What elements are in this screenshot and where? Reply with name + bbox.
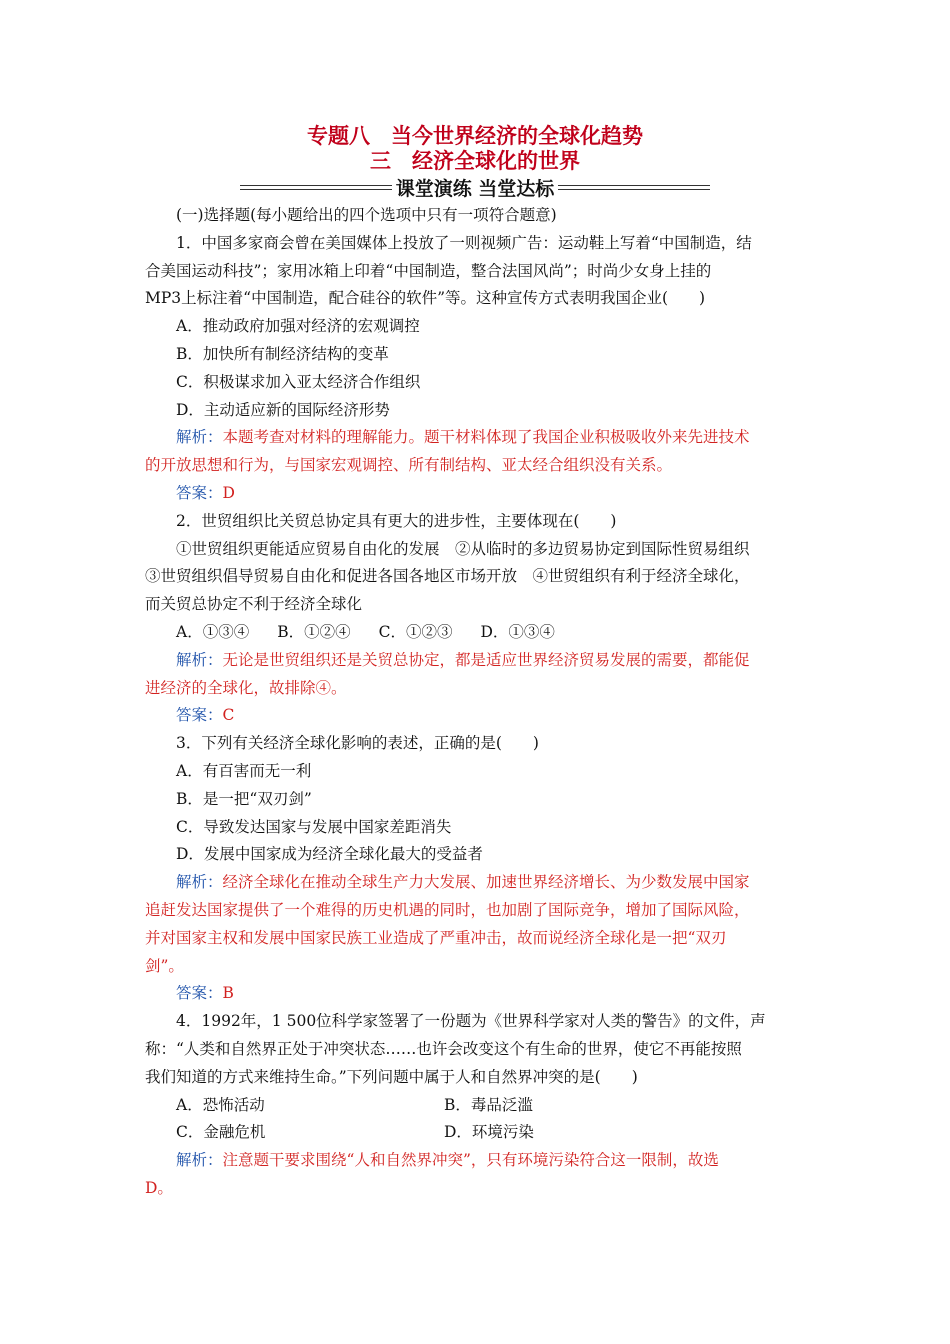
q4-explanation-cont: D。 (145, 1178, 173, 1197)
answer-value: B (222, 984, 234, 1003)
explanation-label: 解析： (176, 873, 223, 892)
q2-stem-line: 2．世贸组织比关贸总协定具有更大的进步性，主要体现在( ) (176, 511, 617, 530)
q2-stem-line: ①世贸组织更能适应贸易自由化的发展 ②从临时的多边贸易协定到国际性贸易组织 (176, 539, 750, 558)
q1-answer (145, 480, 810, 508)
q1-option-d: D．主动适应新的国际经济形势 (176, 400, 390, 419)
banner-rule-right (558, 185, 710, 190)
q1-stem-line: 1．中国多家商会曾在美国媒体上投放了一则视频广告：运动鞋上写着“中国制造，结 (176, 233, 752, 252)
q1-stem-line: 合美国运动科技”；家用冰箱上印着“中国制造，整合法国风尚”；时尚少女身上挂的 (145, 261, 712, 280)
q1-stem-line: MP3上标注着“中国制造，配合硅谷的软件”等。这种宣传方式表明我国企业( ) (145, 289, 706, 308)
q4-stem-line: 4．1992年，1 500位科学家签署了一份题为《世界科学家对人类的警告》的文件，声 (176, 1012, 766, 1031)
q3-option-b: B．是一把“双刃剑” (176, 789, 312, 808)
q4-option-a: A．恐怖活动 (176, 1095, 265, 1114)
q4-option-b: B．毒品泛滥 (444, 1095, 533, 1114)
document-subtitle: 三 经济全球化的世界 (370, 149, 580, 173)
q4-option-c: C．金融危机 (176, 1123, 266, 1142)
q3-explanation-cont: 并对国家主权和发展中国家民族工业造成了严重冲击，故而说经济全球化是一把“双刃 (145, 928, 727, 947)
section-heading: (一)选择题(每小题给出的四个选项中只有一项符合题意) (176, 206, 557, 224)
answer-value: C (222, 706, 235, 725)
q4-option-d: D．环境污染 (444, 1123, 534, 1142)
explanation-label: 解析： (176, 650, 223, 669)
banner-rule-left (240, 185, 392, 190)
q1-explanation: 解析：本题考查对材料的理解能力。题干材料体现了我国企业积极吸收外来先进技术 (176, 428, 750, 447)
q2-options (145, 619, 810, 647)
q3-explanation: 解析：经济全球化在推动全球生产力大发展、加速世界经济增长、为少数发展中国家 (176, 873, 750, 892)
answer-label: 答案： (176, 984, 223, 1003)
explanation-label: 解析： (176, 1151, 223, 1170)
q2-stem-line: 而关贸总协定不利于经济全球化 (145, 595, 363, 614)
banner-text: 课堂演练 当堂达标 (395, 177, 555, 200)
q3-explanation-cont: 追赶发达国家提供了一个难得的历史机遇的同时，也加剧了国际竞争，增加了国际风险， (145, 900, 750, 919)
q3-option-d: D．发展中国家成为经济全球化最大的受益者 (176, 845, 483, 864)
q1-option-a: A．推动政府加强对经济的宏观调控 (176, 317, 420, 336)
q2-answer (145, 702, 810, 730)
answer-label: 答案： (176, 706, 223, 725)
q2-explanation-cont: 进经济的全球化，故排除④。 (145, 678, 347, 697)
q3-answer (145, 980, 810, 1008)
q1-explanation-cont: 的开放思想和行为，与国家宏观调控、所有制结构、亚太经合组织没有关系。 (145, 456, 673, 475)
q3-option-a: A．有百害而无一利 (176, 761, 312, 780)
q1-option-c: C．积极谋求加入亚太经济合作组织 (176, 372, 421, 391)
q2-option-c: C．①②③ (378, 622, 453, 641)
section-banner (240, 174, 710, 200)
q2-option-b: B．①②④ (277, 622, 351, 641)
answer-label: 答案： (176, 483, 223, 502)
document-title: 专题八 当今世界经济的全球化趋势 (307, 124, 643, 148)
q2-option-d: D．①③④ (480, 622, 555, 641)
q2-explanation: 解析：无论是世贸组织还是关贸总协定，都是适应世界经济贸易发展的需要，都能促 (176, 650, 750, 669)
q4-stem-line: 我们知道的方式来维持生命。”下列问题中属于人和自然界冲突的是( ) (145, 1067, 638, 1086)
q4-options-row (145, 1092, 810, 1120)
q4-explanation: 解析：注意题干要求围绕“人和自然界冲突”，只有环境污染符合这一限制，故选 (176, 1151, 719, 1170)
q2-stem-line: ③世贸组织倡导贸易自由化和促进各国各地区市场开放 ④世贸组织有利于经济全球化， (145, 567, 750, 586)
answer-value: D (222, 483, 235, 502)
q3-stem-line: 3．下列有关经济全球化影响的表述，正确的是( ) (176, 734, 539, 753)
q4-options-row (145, 1119, 810, 1147)
explanation-label: 解析： (176, 428, 223, 447)
q3-explanation-cont: 剑”。 (145, 956, 184, 975)
q3-option-c: C．导致发达国家与发展中国家差距消失 (176, 817, 452, 836)
q4-stem-line: 称：“人类和自然界正处于冲突状态……也许会改变这个有生命的世界，使它不再能按照 (145, 1039, 742, 1058)
q1-option-b: B．加快所有制经济结构的变革 (176, 344, 389, 363)
document-body (145, 202, 810, 1203)
q2-option-a: A．①③④ (176, 622, 250, 641)
